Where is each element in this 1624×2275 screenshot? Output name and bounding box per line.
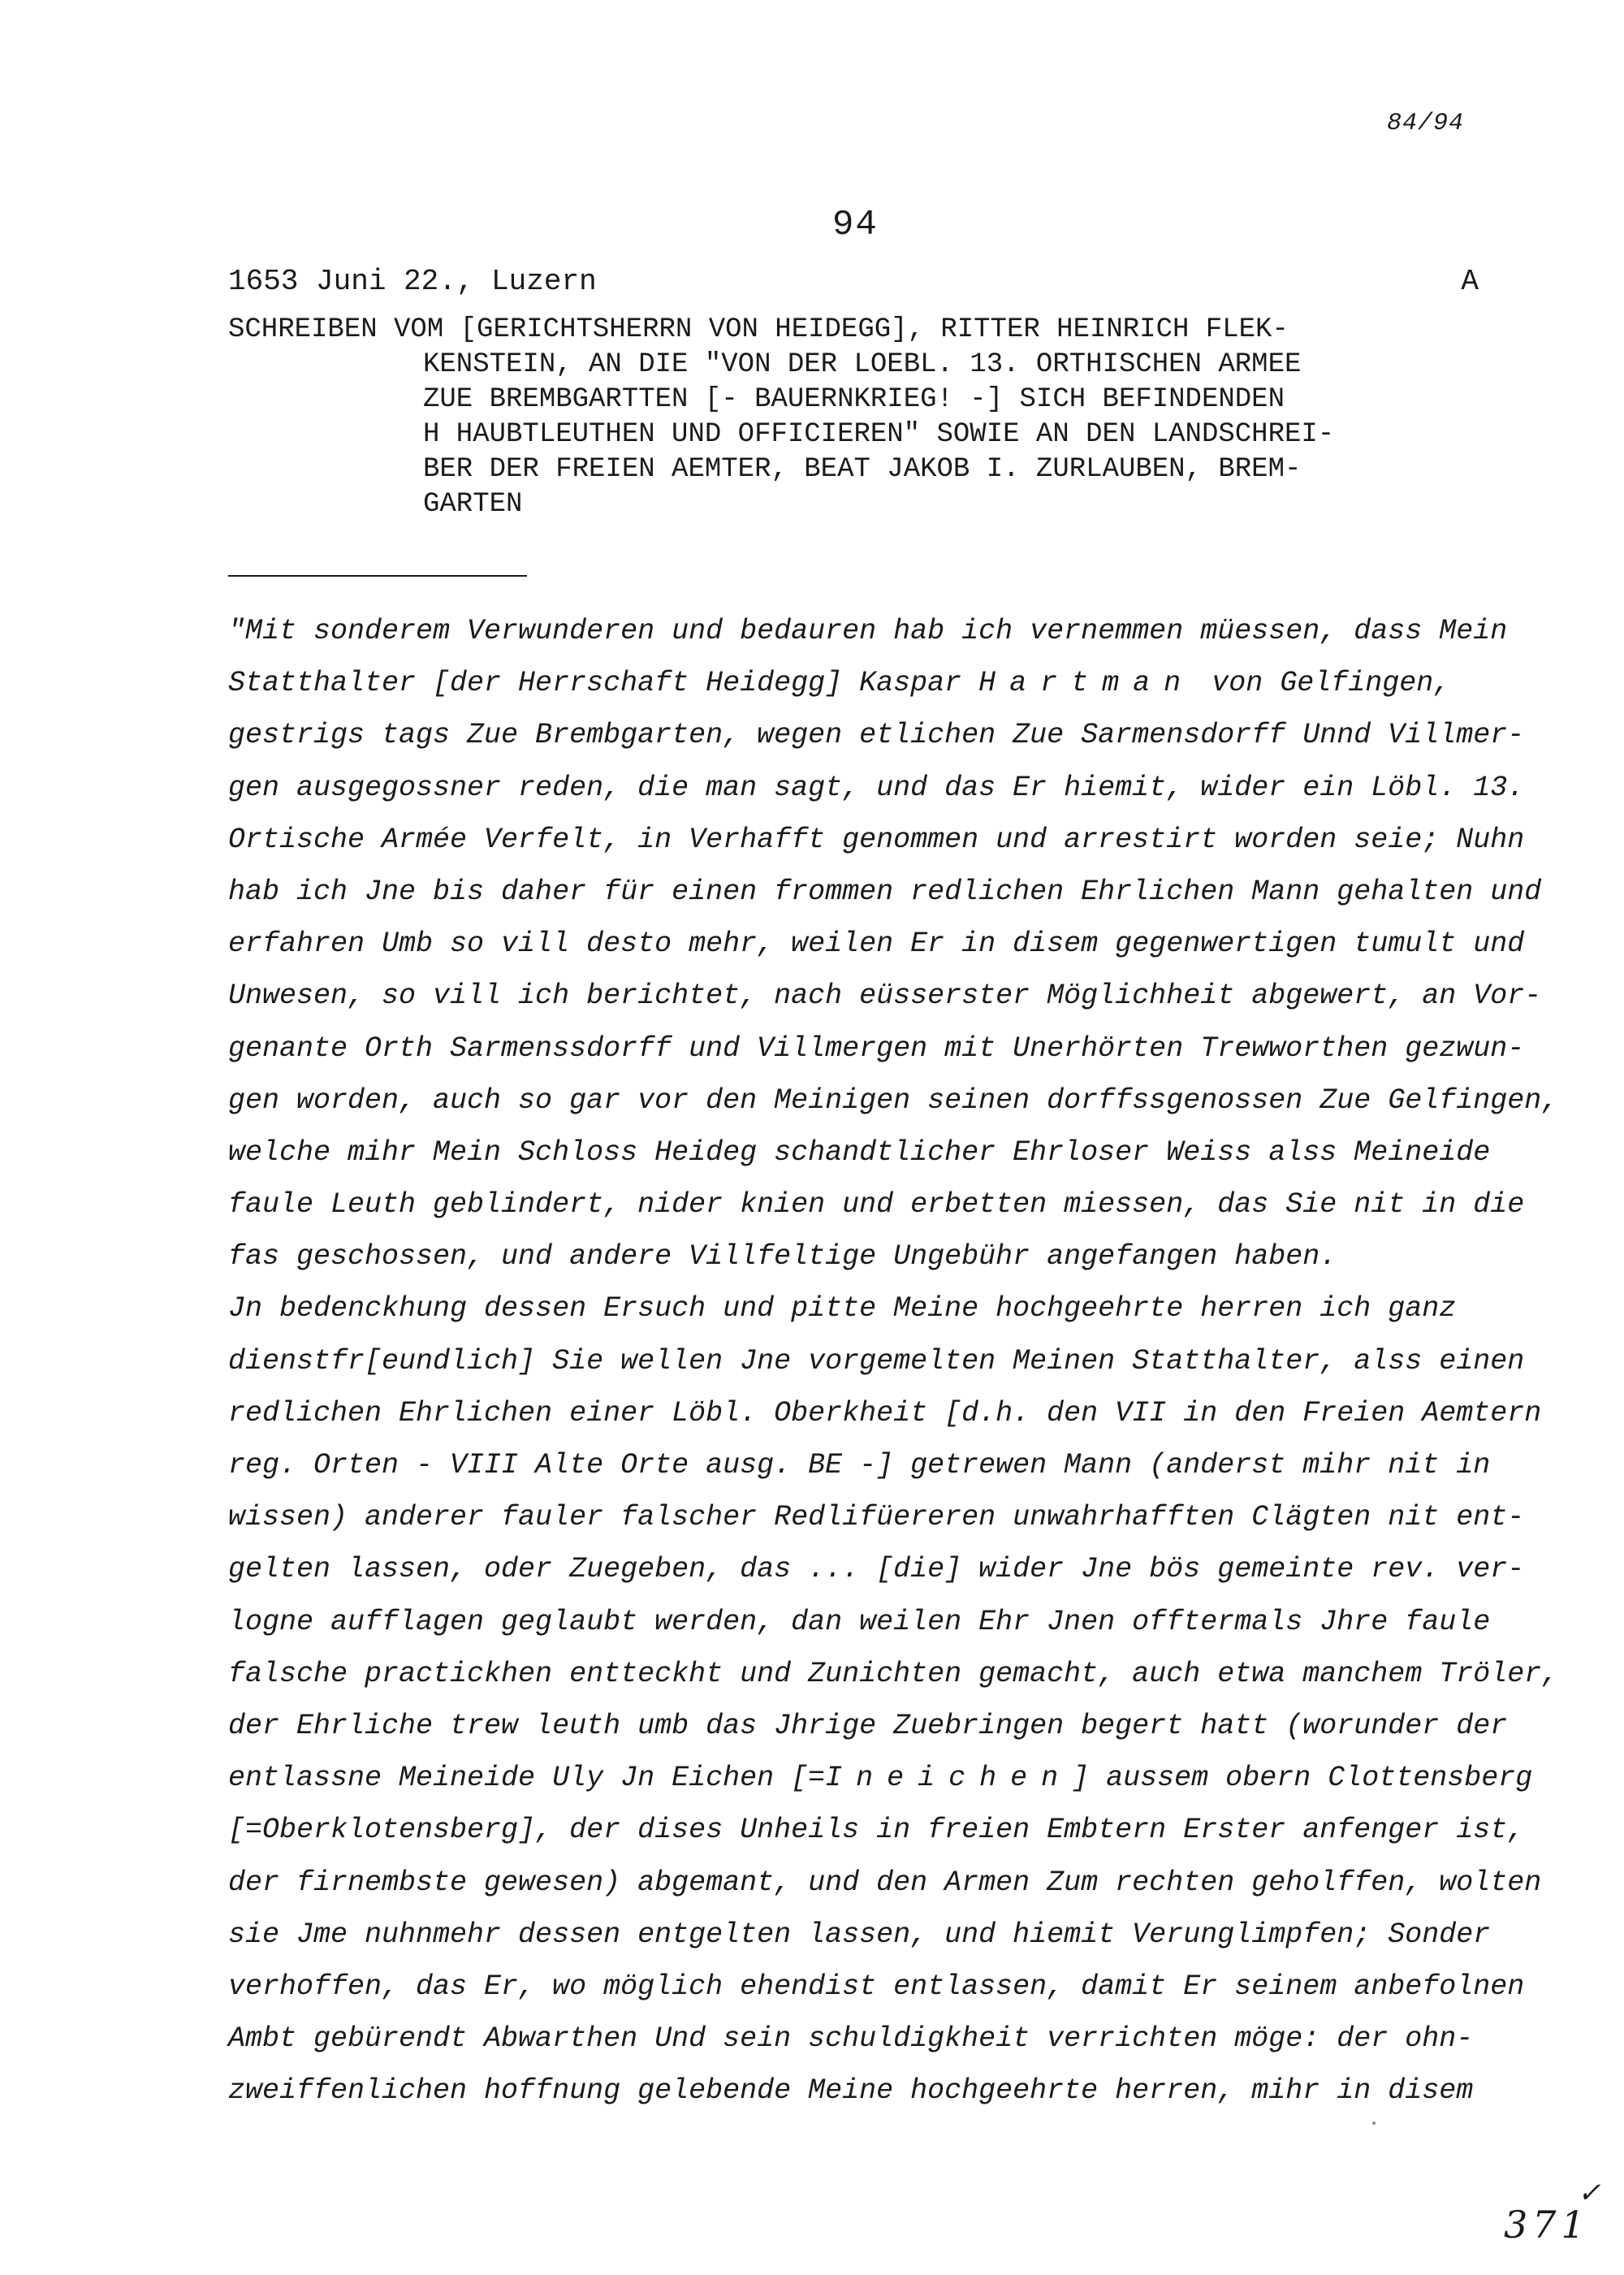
- body-line: welche mihr Mein Schloss Heideg schandtlicher Ehrloser Weiss alss Meineide: [228, 1135, 1491, 1169]
- heading-line: H HAUBTLEUTHEN UND OFFICIEREN" SOWIE AN DEN LANDSCHREI-: [423, 419, 1335, 450]
- body-line: sie Jme nuhnmehr dessen entgelten lassen, und hiemit Verunglimpfen; Sonder: [228, 1918, 1491, 1951]
- body-line: gelten lassen, oder Zuegeben, das ... [die] wider Jne bös gemeinte rev. ver-: [228, 1553, 1525, 1586]
- section-divider: [228, 575, 527, 577]
- body-line: gestrigs tags Zue Brembgarten, wegen etlichen Zue Sarmensdorff Unnd Villmer-: [228, 719, 1525, 752]
- scan-speck: [1372, 2121, 1376, 2125]
- body-line: Unwesen, so vill ich berichtet, nach eüsserster Möglichheit abgewert, an Vor-: [228, 980, 1542, 1013]
- body-line: "Mit sonderem Verwunderen und bedauren hab ich vernemmen müessen, dass Mein: [228, 615, 1508, 647]
- body-line: [228, 657, 1495, 709]
- spaced-name: Hartman: [978, 667, 1195, 700]
- document-number: 94: [832, 205, 879, 245]
- body-line: Ambt gebürendt Abwarthen Und sein schuldigkheit verrichten möge: der ohn-: [228, 2022, 1474, 2056]
- page-reference: 84/94: [1387, 110, 1465, 137]
- body-segment: Statthalter [der Herrschaft Heidegg] Kaspar: [228, 667, 979, 700]
- heading-line: KENSTEIN, AN DIE "VON DER LOEBL. 13. ORTHISCHEN ARMEE: [423, 349, 1302, 380]
- body-line: fas geschossen, und andere Villfeltige Ungebühr angefangen haben.: [228, 1240, 1337, 1274]
- heading-line: GARTEN: [423, 489, 523, 520]
- body-line: verhoffen, das Er, wo möglich ehendist entlassen, damit Er seinem anbefolnen: [228, 1970, 1525, 2003]
- heading-line: BER DER FREIEN AEMTER, BEAT JAKOB I. ZURLAUBEN, BREM-: [423, 454, 1302, 485]
- heading-line: ZUE BREMBGARTTEN [- BAUERNKRIEG! -] SICH BEFINDENDEN: [423, 384, 1285, 415]
- document-heading: [228, 313, 1495, 522]
- body-line: [=Oberklotensberg], der dises Unheils in freien Embtern Erster anfenger ist,: [228, 1814, 1525, 1847]
- date-place: 1653 Juni 22., Luzern: [228, 265, 597, 298]
- spaced-name: Ineichen: [825, 1762, 1073, 1795]
- body-segment: entlassne Meineide Uly Jn Eichen [=: [228, 1762, 826, 1795]
- body-line: reg. Orten - VIII Alte Orte ausg. BE -] getrewen Mann (anderst mihr nit in: [228, 1449, 1491, 1481]
- body-line: genante Orth Sarmenssdorff und Villmergen mit Unerhörten Trewworthen gezwun-: [228, 1032, 1525, 1065]
- grade-letter: A: [1461, 265, 1479, 298]
- body-line: der Ehrliche trew leuth umb das Jhrige Zuebringen begert hatt (worunder der: [228, 1709, 1508, 1742]
- body-line: zweiffenlichen hoffnung gelebende Meine hochgeehrte herren, mihr in disem: [228, 2074, 1474, 2108]
- body-line: Ortische Armée Verfelt, in Verhafft genommen und arrestirt worden seie; Nuhn: [228, 823, 1525, 856]
- body-segment: von Gelfingen,: [1194, 667, 1451, 700]
- body-line: falsche practickhen entteckht und Zunichten gemacht, auch etwa manchem Tröler,: [228, 1657, 1559, 1690]
- body-line: hab ich Jne bis daher für einen frommen redlichen Ehrlichen Mann gehalten und: [228, 875, 1542, 908]
- body-line: [228, 1752, 1533, 1804]
- letter-body: [228, 605, 1559, 2117]
- body-line: logne aufflagen geglaubt werden, dan weilen Ehr Jnen offtermals Jhre faule: [228, 1605, 1491, 1638]
- body-line: erfahren Umb so vill desto mehr, weilen Er in disem gegenwertigen tumult und: [228, 928, 1525, 961]
- body-line: Jn bedenckhung dessen Ersuch und pitte Meine hochgeehrte herren ich ganz: [228, 1292, 1457, 1326]
- heading-line: SCHREIBEN VOM [GERICHTSHERRN VON HEIDEGG], RITTER HEINRICH FLEK-: [228, 314, 1289, 345]
- body-segment: ] aussem obern Clottensberg: [1072, 1762, 1533, 1795]
- body-line: redlichen Ehrlichen einer Löbl. Oberkheit [d.h. den VII in den Freien Aemtern: [228, 1396, 1542, 1429]
- body-line: der firnembste gewesen) abgemant, und den Armen Zum rechten geholffen, wolten: [228, 1866, 1542, 1899]
- body-line: wissen) anderer fauler falscher Redlifüereren unwahrhafften Clägten nit ent-: [228, 1501, 1525, 1534]
- body-line: faule Leuth geblindert, nider knien und erbetten miessen, das Sie nit in die: [228, 1188, 1525, 1222]
- handwritten-archive-number: 371: [1504, 2203, 1590, 2247]
- handwritten-checkmark: ✓: [1578, 2177, 1601, 2209]
- body-line: dienstfr[eundlich] Sie wellen Jne vorgemelten Meinen Statthalter, alss einen: [228, 1344, 1525, 1378]
- body-line: gen ausgegossner reden, die man sagt, und das Er hiemit, wider ein Löbl. 13.: [228, 771, 1525, 804]
- date-line: [228, 265, 1479, 297]
- body-line: gen worden, auch so gar vor den Meinigen seinen dorffssgenossen Zue Gelfingen,: [228, 1083, 1559, 1117]
